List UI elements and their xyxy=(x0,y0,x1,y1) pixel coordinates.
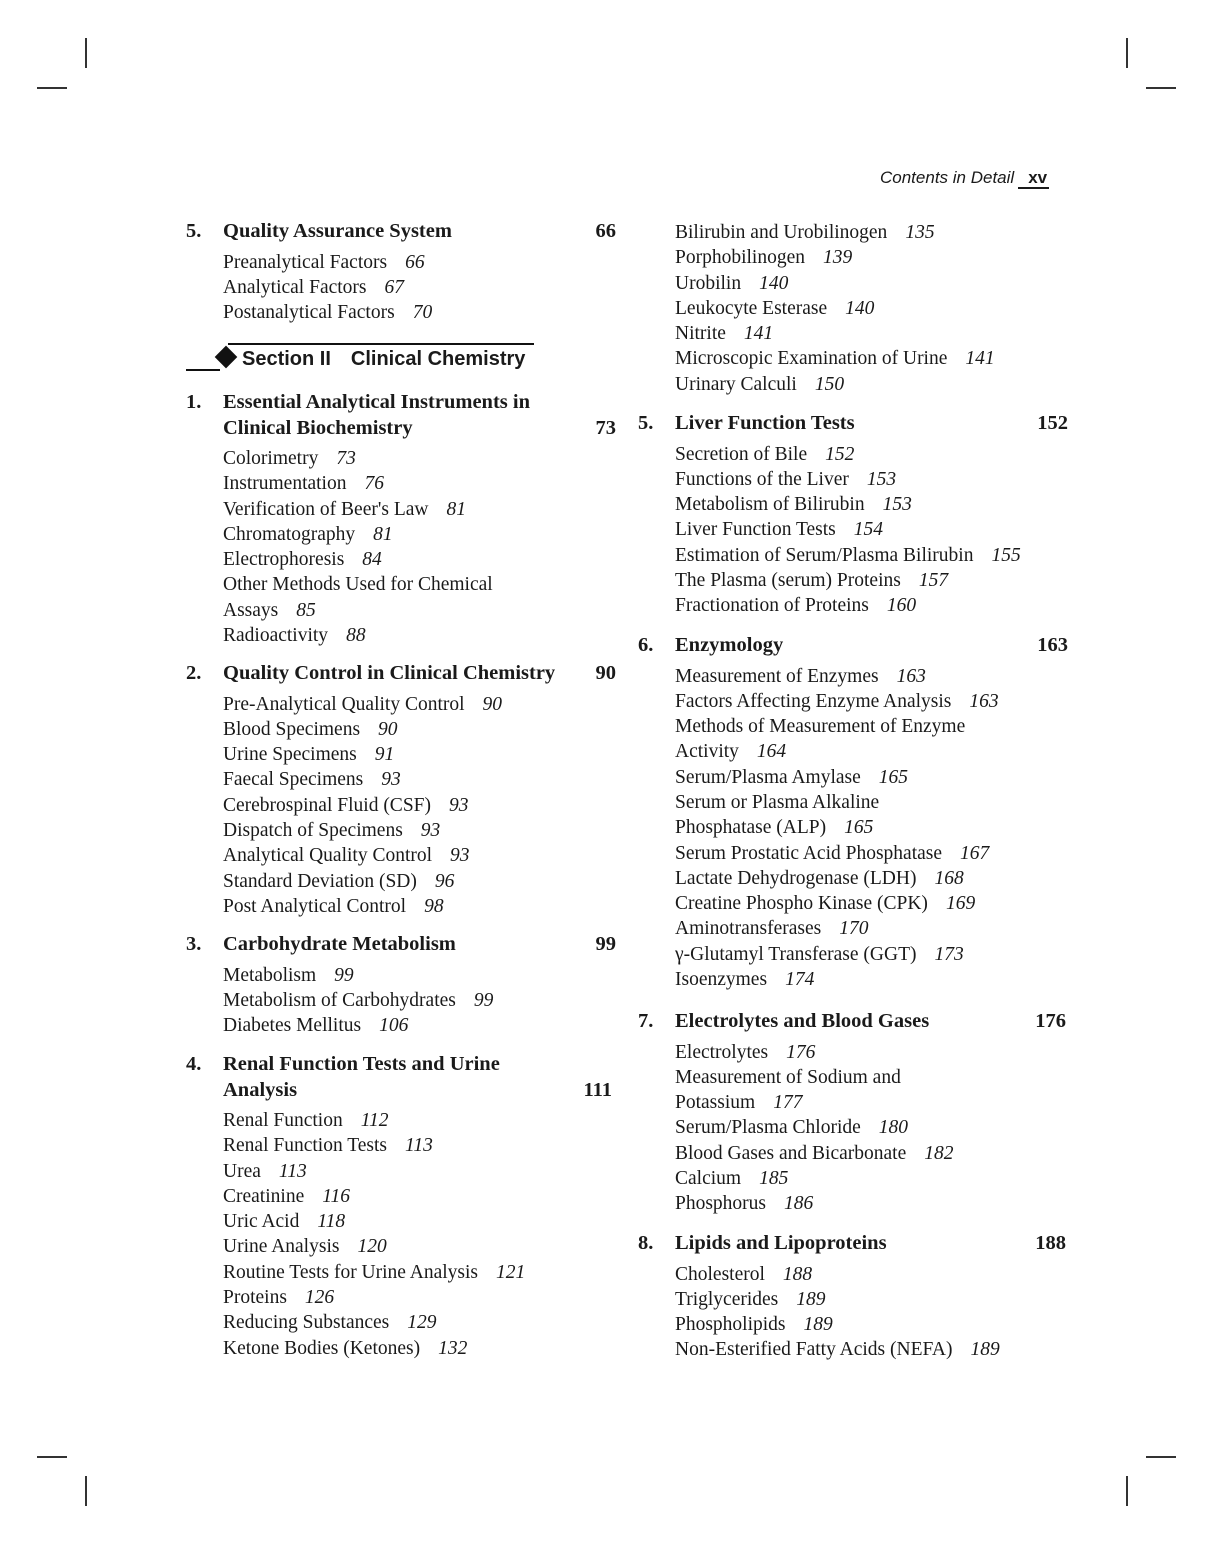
chapter-page: 188 xyxy=(1035,1232,1066,1254)
entry-label: Estimation of Serum/Plasma Bilirubin xyxy=(675,544,974,566)
entry-label: Serum Prostatic Acid Phosphatase xyxy=(675,842,943,864)
running-head-title: Contents in Detail xyxy=(880,168,1015,187)
entry-label: Serum/Plasma Chloride xyxy=(675,1117,861,1139)
section-name: Clinical Chemistry xyxy=(350,348,526,370)
toc-entry[interactable] xyxy=(675,815,1068,840)
entry-label: Analytical Factors xyxy=(223,276,367,298)
toc-entry[interactable] xyxy=(223,963,616,988)
entry-page: 129 xyxy=(407,1312,437,1334)
entry-label: Pre-Analytical Quality Control xyxy=(223,693,465,715)
toc-entry[interactable] xyxy=(223,623,616,648)
toc-entry[interactable] xyxy=(223,1108,612,1133)
chapter-page: 176 xyxy=(1035,1010,1066,1032)
entry-label: Instrumentation xyxy=(223,473,347,495)
chapter-title: Quality Assurance System xyxy=(223,220,452,242)
section-title[interactable] xyxy=(242,348,525,371)
entry-page: 118 xyxy=(317,1211,346,1233)
toc-entry[interactable] xyxy=(675,1115,1066,1140)
toc-entry[interactable] xyxy=(675,1312,1066,1337)
entry-page: 93 xyxy=(420,819,441,841)
entry-label: Methods of Measurement of Enzyme xyxy=(675,716,966,738)
toc-entry[interactable] xyxy=(675,1065,1066,1090)
entry-page: 73 xyxy=(336,448,356,469)
toc-entry[interactable] xyxy=(223,742,616,767)
entry-page: 167 xyxy=(960,842,990,864)
entry-label: Other Methods Used for Chemical xyxy=(223,574,493,596)
toc-entry[interactable] xyxy=(675,372,1068,397)
entry-page: 81 xyxy=(446,498,466,520)
chapter-title: Carbohydrate Metabolism xyxy=(223,933,456,955)
entry-page: 163 xyxy=(969,690,999,712)
chapter-heading[interactable] xyxy=(186,1052,612,1103)
entry-label: Dispatch of Specimens xyxy=(223,819,403,841)
chapter-heading[interactable] xyxy=(638,411,1068,437)
toc-entry[interactable] xyxy=(675,296,1068,321)
toc-entry[interactable] xyxy=(223,988,616,1013)
entry-page: 120 xyxy=(357,1236,387,1258)
entry-list xyxy=(223,963,616,1039)
entry-page: 113 xyxy=(278,1160,307,1182)
entry-label: Proteins xyxy=(223,1287,287,1309)
section-banner xyxy=(186,343,534,377)
entry-label: Routine Tests for Urine Analysis xyxy=(223,1261,479,1283)
chapter-page: 99 xyxy=(595,933,616,955)
entry-label: Lactate Dehydrogenase (LDH) xyxy=(675,867,917,889)
entry-page: 174 xyxy=(785,969,815,991)
entry-page: 164 xyxy=(756,741,787,763)
entry-page: 67 xyxy=(384,276,404,298)
toc-entry[interactable] xyxy=(675,739,1068,764)
entry-label: Cholesterol xyxy=(675,1263,765,1285)
section-rule xyxy=(228,343,534,345)
entry-page: 132 xyxy=(438,1337,468,1359)
entry-label: Urobilin xyxy=(675,272,742,294)
entry-label: Blood Gases and Bicarbonate xyxy=(675,1142,907,1164)
entry-label: Microscopic Examination of Urine xyxy=(675,348,948,370)
entry-label: Colorimetry xyxy=(223,448,319,469)
toc-entry[interactable] xyxy=(223,275,616,300)
toc-entry[interactable] xyxy=(675,942,1068,967)
entry-page: 165 xyxy=(844,817,874,839)
toc-entry[interactable] xyxy=(223,843,616,868)
chapter-number: 5. xyxy=(638,412,654,434)
entry-label: Creatinine xyxy=(223,1185,305,1207)
entry-label: Standard Deviation (SD) xyxy=(223,870,417,892)
toc-entry[interactable] xyxy=(223,1260,612,1285)
toc-entry[interactable] xyxy=(675,689,1068,714)
entry-page: 169 xyxy=(945,893,976,915)
entry-list xyxy=(223,446,616,648)
toc-entry[interactable] xyxy=(675,442,1068,467)
toc-entry[interactable] xyxy=(675,1141,1066,1166)
toc-entry[interactable] xyxy=(675,568,1068,593)
entry-page: 76 xyxy=(364,473,384,495)
toc-entry[interactable] xyxy=(675,543,1068,568)
entry-label: Functions of the Liver xyxy=(675,468,849,490)
entry-label: Isoenzymes xyxy=(675,969,768,991)
toc-entry[interactable] xyxy=(223,1209,612,1234)
toc-entry[interactable] xyxy=(223,1133,612,1158)
entry-label: Activity xyxy=(675,741,739,763)
entry-list xyxy=(675,220,1068,397)
toc-entry[interactable] xyxy=(675,866,1068,891)
entry-page: 126 xyxy=(304,1287,335,1309)
entry-page: 85 xyxy=(296,599,316,621)
toc-entry[interactable] xyxy=(675,790,1068,815)
toc-entry[interactable] xyxy=(223,894,616,919)
toc-entry[interactable] xyxy=(223,446,616,471)
entry-label: Electrophoresis xyxy=(223,549,345,571)
entry-label: Radioactivity xyxy=(223,625,329,647)
toc-entry[interactable] xyxy=(223,572,616,597)
entry-page: 189 xyxy=(796,1288,826,1310)
crop-mark-top-left-vertical xyxy=(85,38,87,68)
chapter-page: 90 xyxy=(595,662,616,684)
toc-entry[interactable] xyxy=(223,869,616,894)
entry-label: Preanalytical Factors xyxy=(223,251,388,273)
toc-entry[interactable] xyxy=(675,492,1068,517)
toc-entry[interactable] xyxy=(223,1013,616,1038)
toc-entry[interactable] xyxy=(675,765,1068,790)
entry-page: 160 xyxy=(886,595,917,617)
entry-page: 84 xyxy=(362,549,382,571)
toc-entry[interactable] xyxy=(223,793,616,818)
page-folio: xv xyxy=(1018,169,1049,189)
entry-page: 141 xyxy=(965,348,995,370)
diamond-icon xyxy=(215,346,238,369)
entry-page: 177 xyxy=(773,1092,803,1114)
chapter-heading[interactable] xyxy=(186,661,616,687)
entry-list xyxy=(223,1108,612,1361)
running-head xyxy=(880,168,1049,189)
toc-chapter xyxy=(186,661,616,919)
entry-page: 116 xyxy=(322,1185,351,1207)
toc-entry[interactable] xyxy=(675,1337,1066,1362)
toc-entry[interactable] xyxy=(223,497,616,522)
entry-label: Urinary Calculi xyxy=(675,373,797,395)
entry-label: Postanalytical Factors xyxy=(223,302,395,324)
entry-label: Post Analytical Control xyxy=(223,895,407,917)
entry-page: 140 xyxy=(845,297,875,319)
chapter-number: 5. xyxy=(186,220,202,242)
toc-entry[interactable] xyxy=(223,1285,612,1310)
entry-page: 106 xyxy=(379,1015,409,1037)
chapter-title-line2: Clinical Biochemistry xyxy=(223,416,413,439)
toc-entry[interactable] xyxy=(675,1287,1066,1312)
entry-label: Renal Function Tests xyxy=(223,1135,388,1157)
entry-page: 70 xyxy=(412,302,433,324)
entry-label: Serum or Plasma Alkaline xyxy=(675,791,880,813)
toc-entry[interactable] xyxy=(675,1040,1066,1065)
toc-entry[interactable] xyxy=(675,1262,1066,1287)
entry-page: 153 xyxy=(866,468,897,490)
entry-page: 157 xyxy=(918,569,949,591)
entry-page: 88 xyxy=(346,625,366,647)
entry-label: Calcium xyxy=(675,1167,742,1189)
entry-label: Assays xyxy=(223,599,279,621)
chapter-page: 66 xyxy=(595,220,616,242)
toc-entry[interactable] xyxy=(675,517,1068,542)
entry-page: 90 xyxy=(378,718,398,740)
toc-entry[interactable] xyxy=(223,250,616,275)
entry-page: 189 xyxy=(803,1314,833,1336)
chapter-page: 73 xyxy=(595,416,616,439)
entry-page: 150 xyxy=(814,373,845,395)
entry-label: Electrolytes xyxy=(675,1041,769,1063)
chapter-heading[interactable] xyxy=(638,1009,1066,1035)
entry-page: 99 xyxy=(473,989,494,1011)
toc-entry[interactable] xyxy=(675,967,1068,992)
entry-label: Phosphorus xyxy=(675,1193,767,1215)
entry-label: Chromatography xyxy=(223,523,356,545)
chapter-heading[interactable] xyxy=(638,1231,1066,1257)
entry-list xyxy=(675,664,1068,993)
entry-page: 152 xyxy=(825,443,855,465)
entry-page: 91 xyxy=(374,744,395,766)
toc-chapter xyxy=(638,1231,1066,1363)
entry-label: Liver Function Tests xyxy=(675,519,836,541)
entry-label: Metabolism of Carbohydrates xyxy=(223,989,456,1011)
entry-page: 66 xyxy=(405,251,425,273)
entry-page: 189 xyxy=(970,1339,1000,1361)
entry-label: Reducing Substances xyxy=(223,1312,390,1334)
entry-page: 139 xyxy=(823,247,853,269)
entry-page: 113 xyxy=(405,1135,433,1157)
entry-label: Phospholipids xyxy=(675,1314,786,1336)
crop-mark-bottom-left-horizontal xyxy=(37,1456,67,1458)
entry-label: Fractionation of Proteins xyxy=(675,595,869,617)
entry-label: Metabolism xyxy=(223,964,317,986)
entry-label: Urine Analysis xyxy=(223,1236,340,1258)
chapter-number: 1. xyxy=(186,391,202,413)
entry-label: Blood Specimens xyxy=(223,718,361,740)
toc-chapter xyxy=(186,219,616,325)
crop-mark-top-left-horizontal xyxy=(37,87,67,89)
entry-page: 168 xyxy=(934,867,964,889)
chapter-number: 3. xyxy=(186,933,202,955)
toc-entry[interactable] xyxy=(223,471,616,496)
toc-entry[interactable] xyxy=(675,346,1068,371)
toc-entry[interactable] xyxy=(675,220,1068,245)
toc-entry[interactable] xyxy=(675,593,1068,618)
toc-entry[interactable] xyxy=(223,1310,612,1335)
chapter-number: 4. xyxy=(186,1053,202,1075)
entry-page: 140 xyxy=(759,272,789,294)
toc-entry[interactable] xyxy=(223,1184,612,1209)
toc-entry[interactable] xyxy=(675,1090,1066,1115)
toc-entry[interactable] xyxy=(223,818,616,843)
entry-label: Renal Function xyxy=(223,1110,343,1131)
entry-label: Urine Specimens xyxy=(223,744,357,766)
chapter-title: Lipids and Lipoproteins xyxy=(675,1232,887,1254)
entry-label: Analytical Quality Control xyxy=(223,845,433,867)
entry-label: Uric Acid xyxy=(223,1211,300,1233)
toc-entry[interactable] xyxy=(223,1336,612,1361)
entry-label: The Plasma (serum) Proteins xyxy=(675,569,901,591)
toc-entry[interactable] xyxy=(675,467,1068,492)
entry-page: 98 xyxy=(424,895,444,917)
toc-entry[interactable] xyxy=(675,714,1068,739)
chapter-title: Quality Control in Clinical Chemistry xyxy=(223,662,556,684)
toc-entry[interactable] xyxy=(223,692,616,717)
entry-label: Creatine Phospho Kinase (CPK) xyxy=(675,893,928,915)
toc-entry[interactable] xyxy=(223,300,616,325)
entry-label: Urea xyxy=(223,1160,261,1182)
entry-list xyxy=(223,250,616,326)
entry-label: Diabetes Mellitus xyxy=(223,1015,362,1037)
entry-page: 135 xyxy=(905,222,935,243)
section-rule-left xyxy=(186,369,220,371)
entry-page: 176 xyxy=(786,1041,816,1063)
toc-entry[interactable] xyxy=(223,598,616,623)
chapter-title: Electrolytes and Blood Gases xyxy=(675,1010,930,1032)
toc-entry[interactable] xyxy=(223,547,616,572)
entry-page: 155 xyxy=(991,544,1021,566)
toc-chapter-continued xyxy=(638,215,1068,397)
entry-label: Secretion of Bile xyxy=(675,443,808,465)
entry-label: Ketone Bodies (Ketones) xyxy=(223,1337,421,1359)
entry-page: 170 xyxy=(839,918,869,940)
toc-chapter xyxy=(186,932,616,1038)
entry-label: Measurement of Enzymes xyxy=(675,665,879,687)
entry-label: Porphobilinogen xyxy=(675,247,805,269)
entry-list xyxy=(223,692,616,920)
entry-list xyxy=(675,1040,1066,1217)
toc-entry[interactable] xyxy=(675,1191,1066,1216)
chapter-title-line1: Essential Analytical Instruments in xyxy=(223,391,530,413)
crop-mark-top-right-vertical xyxy=(1126,38,1128,68)
toc-entry[interactable] xyxy=(675,271,1068,296)
entry-page: 186 xyxy=(784,1193,814,1215)
toc-entry[interactable] xyxy=(675,664,1068,689)
toc-entry[interactable] xyxy=(675,891,1068,916)
toc-entry[interactable] xyxy=(223,1234,612,1259)
entry-label: Potassium xyxy=(675,1092,756,1114)
entry-page: 93 xyxy=(450,845,470,867)
toc-entry[interactable] xyxy=(223,522,616,547)
entry-page: 93 xyxy=(449,794,469,816)
entry-label: Factors Affecting Enzyme Analysis xyxy=(675,690,952,712)
entry-label: Measurement of Sodium and xyxy=(675,1066,901,1088)
toc-entry[interactable] xyxy=(675,245,1068,270)
chapter-heading[interactable] xyxy=(186,932,616,958)
toc-chapter xyxy=(186,1052,612,1361)
chapter-heading[interactable] xyxy=(186,390,616,441)
toc-entry[interactable] xyxy=(675,1166,1066,1191)
toc-entry[interactable] xyxy=(223,767,616,792)
entry-page: 185 xyxy=(759,1167,789,1189)
entry-label: Verification of Beer's Law xyxy=(223,498,429,520)
chapter-title: Enzymology xyxy=(675,634,784,656)
entry-page: 173 xyxy=(934,943,964,965)
chapter-title-line2: Analysis xyxy=(223,1078,298,1101)
chapter-number: 7. xyxy=(638,1010,654,1032)
entry-page: 153 xyxy=(882,494,912,516)
entry-page: 90 xyxy=(482,693,503,715)
section-label: Section II xyxy=(242,348,331,370)
entry-page: 182 xyxy=(924,1142,954,1164)
toc-entry[interactable] xyxy=(223,1159,612,1184)
entry-label: Bilirubin and Urobilinogen xyxy=(675,222,888,243)
entry-page: 93 xyxy=(381,769,401,791)
entry-page: 180 xyxy=(878,1117,909,1139)
entry-page: 96 xyxy=(434,870,455,892)
toc-chapter xyxy=(186,390,616,648)
chapter-heading[interactable] xyxy=(186,219,616,245)
chapter-title: Liver Function Tests xyxy=(675,412,855,434)
toc-chapter xyxy=(638,633,1068,992)
toc-chapter xyxy=(638,411,1068,619)
entry-label: Non-Esterified Fatty Acids (NEFA) xyxy=(675,1339,953,1361)
entry-list xyxy=(675,442,1068,619)
toc-entry[interactable] xyxy=(223,717,616,742)
toc-chapter xyxy=(638,1009,1066,1217)
entry-page: 165 xyxy=(878,766,909,788)
entry-label: Phosphatase (ALP) xyxy=(675,817,827,839)
toc-entry[interactable] xyxy=(675,841,1068,866)
entry-page: 121 xyxy=(496,1261,526,1283)
entry-label: Triglycerides xyxy=(675,1288,779,1310)
crop-mark-top-right-horizontal xyxy=(1146,87,1176,89)
entry-label: Cerebrospinal Fluid (CSF) xyxy=(223,794,431,816)
chapter-page: 163 xyxy=(1037,634,1068,656)
entry-label: Nitrite xyxy=(675,323,726,345)
toc-entry[interactable] xyxy=(675,321,1068,346)
chapter-page: 152 xyxy=(1037,412,1068,434)
entry-label: Serum/Plasma Amylase xyxy=(675,766,861,788)
chapter-number: 8. xyxy=(638,1232,654,1254)
toc-entry[interactable] xyxy=(675,916,1068,941)
entry-page: 112 xyxy=(360,1110,389,1131)
chapter-title-line1: Renal Function Tests and Urine xyxy=(223,1053,500,1075)
entry-page: 154 xyxy=(853,519,884,541)
entry-page: 188 xyxy=(782,1263,813,1285)
chapter-number: 2. xyxy=(186,662,202,684)
crop-mark-bottom-left-vertical xyxy=(85,1476,87,1506)
entry-page: 81 xyxy=(373,523,393,545)
chapter-number: 6. xyxy=(638,634,654,656)
entry-label: Leukocyte Esterase xyxy=(675,297,828,319)
entry-label: Metabolism of Bilirubin xyxy=(675,494,865,516)
crop-mark-bottom-right-horizontal xyxy=(1146,1456,1176,1458)
entry-list xyxy=(675,1262,1066,1363)
entry-label: γ-Glutamyl Transferase (GGT) xyxy=(675,943,917,965)
entry-label: Faecal Specimens xyxy=(223,769,364,791)
chapter-heading[interactable] xyxy=(638,633,1068,659)
chapter-page: 111 xyxy=(583,1078,612,1101)
entry-page: 99 xyxy=(334,964,354,986)
entry-label: Aminotransferases xyxy=(675,918,822,940)
entry-page: 163 xyxy=(896,665,926,687)
crop-mark-bottom-right-vertical xyxy=(1126,1476,1128,1506)
entry-page: 141 xyxy=(743,323,774,345)
